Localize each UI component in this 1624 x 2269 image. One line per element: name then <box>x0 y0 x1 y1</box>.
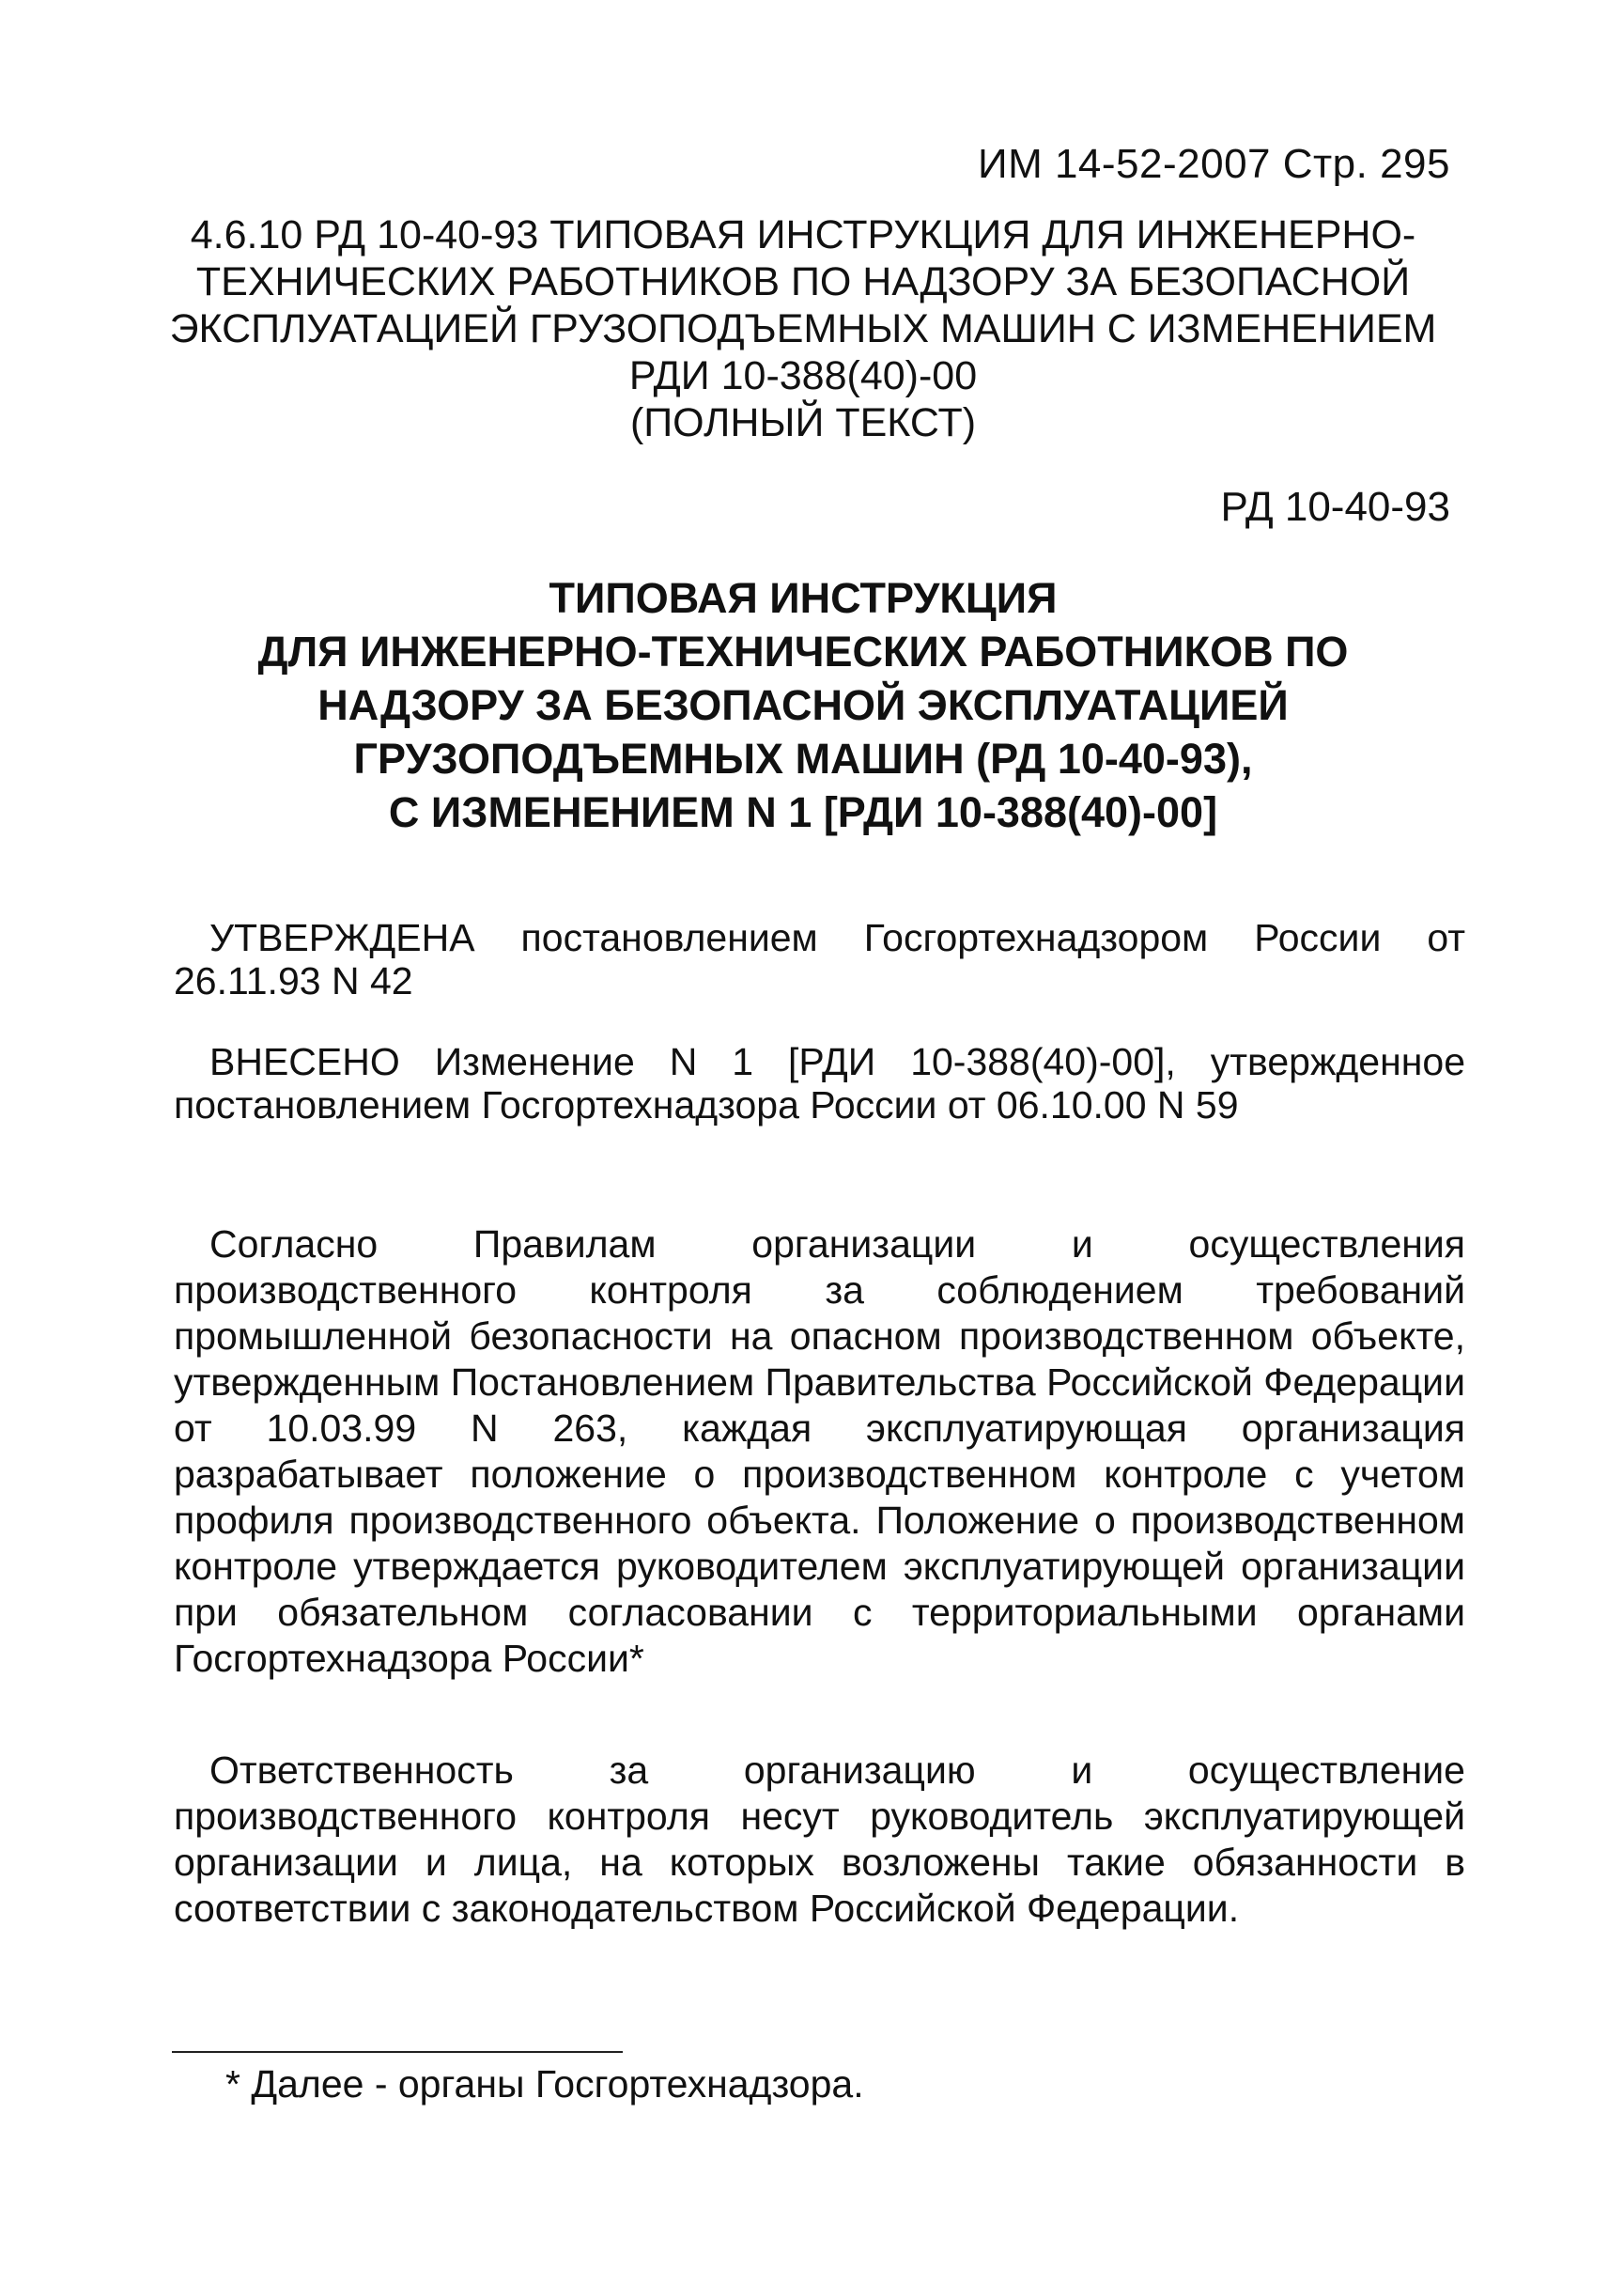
main-title-line: ТИПОВАЯ ИНСТРУКЦИЯ <box>549 574 1058 622</box>
footnote: * Далее - органы Госгортехнадзора. <box>225 2062 864 2106</box>
document-code: РД 10-40-93 <box>1220 484 1450 530</box>
main-title-line: ГРУЗОПОДЪЕМНЫХ МАШИН (РД 10-40-93), <box>353 735 1253 783</box>
footnote-divider <box>172 2051 623 2053</box>
body-text: Согласно Правилам организации и осуществления производственного контроля за соблюдением требований промышленной безопасности на опасном производственном объекте, утвержденным Постановлением Правительства Российской Федерации от 10.03.99 N 263, каждая эксплуатирующая организация разрабатывает положение о производственном контроле с учетом профиля производственного объекта. Положение о производственном контроле утверждается руководителем эксплуатирующей организации при обязательном согласовании с территориальными органами Госгортехнадзора России* <box>174 1222 1465 1680</box>
section-title-line: (ПОЛНЫЙ ТЕКСТ) <box>629 400 977 445</box>
section-title-line: ТЕХНИЧЕСКИХ РАБОТНИКОВ ПО НАДЗОРУ ЗА БЕЗОПАСНОЙ <box>195 259 1411 304</box>
page-reference: ИМ 14-52-2007 Стр. 295 <box>977 141 1450 187</box>
section-title-line: ЭКСПЛУАТАЦИЕЙ ГРУЗОПОДЪЕМНЫХ МАШИН С ИЗМЕНЕНИЕМ <box>169 306 1437 351</box>
approval-note <box>174 916 1465 1002</box>
amendment-note <box>174 1040 1465 1127</box>
body-paragraph <box>174 1748 1465 1932</box>
section-title <box>141 211 1465 446</box>
main-title-line: НАДЗОРУ ЗА БЕЗОПАСНОЙ ЭКСПЛУАТАЦИЕЙ <box>317 681 1289 729</box>
section-title-line: 4.6.10 РД 10-40-93 ТИПОВАЯ ИНСТРУКЦИЯ ДЛЯ ИНЖЕНЕРНО- <box>190 212 1416 257</box>
amendment-text: ВНЕСЕНО Изменение N 1 [РДИ 10-388(40)-00], утвержденное постановлением Госгортехнадзора России от 06.10.00 N 59 <box>174 1040 1465 1127</box>
approval-text: УТВЕРЖДЕНА постановлением Госгортехнадзором России от 26.11.93 N 42 <box>174 916 1465 1002</box>
main-title <box>141 571 1465 839</box>
main-title-line: С ИЗМЕНЕНИЕМ N 1 [РДИ 10-388(40)-00] <box>388 788 1218 836</box>
main-title-line: ДЛЯ ИНЖЕНЕРНО-ТЕХНИЧЕСКИХ РАБОТНИКОВ ПО <box>257 628 1349 676</box>
body-paragraph <box>174 1221 1465 1682</box>
body-text: Ответственность за организацию и осуществление производственного контроля несут руководитель эксплуатирующей организации и лица, на которых возложены такие обязанности в соответствии с законодательством Российской Федерации. <box>174 1748 1465 1930</box>
section-title-line: РДИ 10-388(40)-00 <box>628 353 978 398</box>
